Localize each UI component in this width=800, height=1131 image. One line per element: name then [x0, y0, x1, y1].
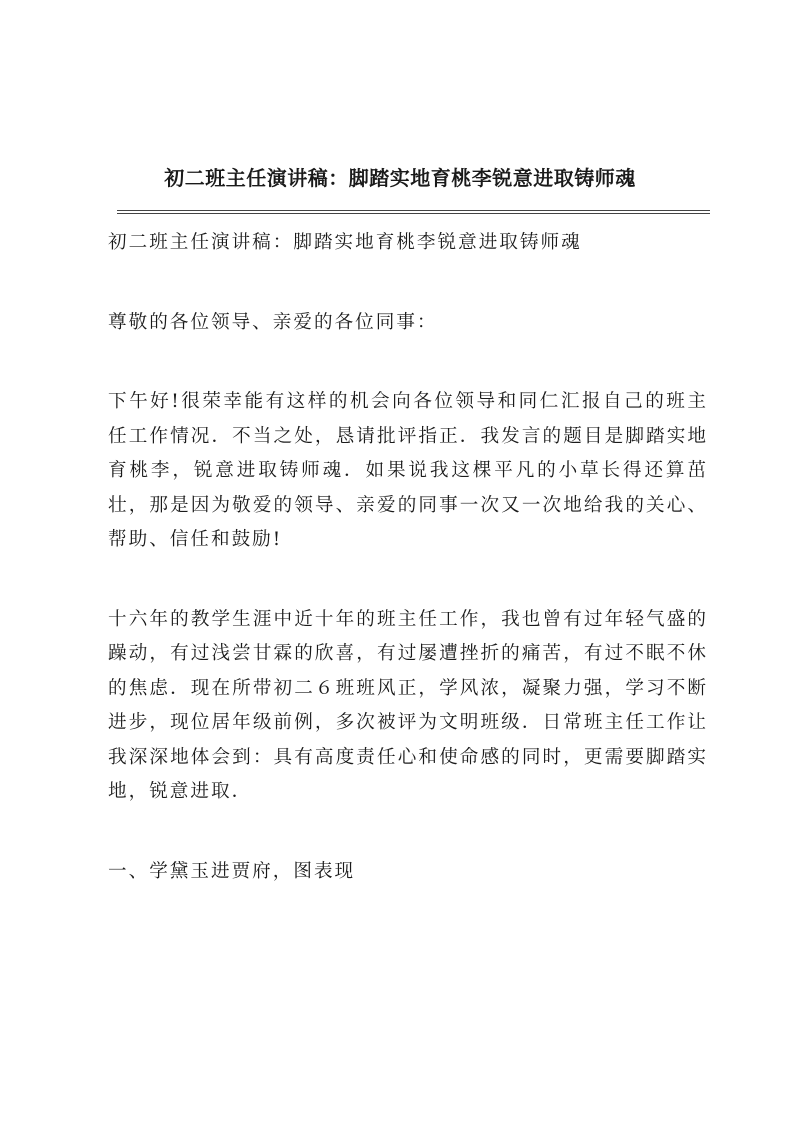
document-body [108, 226, 708, 889]
paragraph-heading-repeat: 初二班主任演讲稿：脚踏实地育桃李锐意进取铸师魂 [108, 232, 582, 253]
section-heading-one: 一、学黛玉进贾府，图表现 [108, 860, 356, 882]
title-divider [117, 210, 710, 214]
document-title: 初二班主任演讲稿：脚踏实地育桃李锐意进取铸师魂 [164, 166, 636, 190]
paragraph-greeting: 下午好!很荣幸能有这样的机会向各位领导和同仁汇报自己的班主任工作情况．不当之处，恳请批评指正．我发言的题目是脚踏实地育桃李，锐意进取铸师魂．如果说我这棵平凡的小草长得还算茁壮，那是因为敬爱的领导、亲爱的同事一次又一次地给我的关心、帮助、信任和鼓励! [108, 391, 708, 550]
paragraph-experience: 十六年的教学生涯中近十年的班主任工作，我也曾有过年轻气盛的躁动，有过浅尝甘霖的欣喜，有过屡遭挫折的痛苦，有过不眠不休的焦虑．现在所带初二６班班风正，学风浓，凝聚力强，学习不断进步，现位居年级前例，多次被评为文明班级．日常班主任工作让我深深地体会到：具有高度责任心和使命感的同时，更需要脚踏实地，锐意进取． [108, 608, 708, 802]
paragraph-salutation: 尊敬的各位领导、亲爱的各位同事： [108, 311, 438, 333]
